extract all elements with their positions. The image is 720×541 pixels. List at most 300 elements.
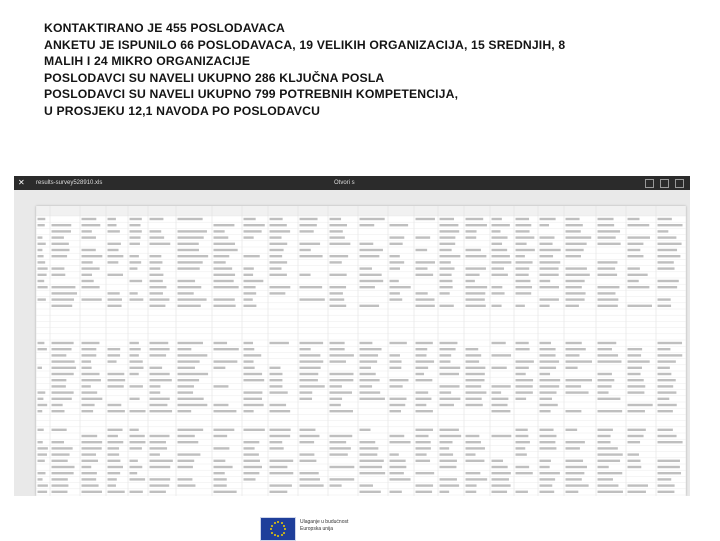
cell-text-mark — [540, 342, 552, 344]
cell-text-mark — [598, 435, 611, 437]
cell-text-mark — [300, 460, 317, 462]
cell-text-mark — [300, 484, 324, 486]
cell-text-mark — [38, 342, 45, 344]
cell-text-mark — [390, 255, 400, 257]
cell-text-mark — [492, 391, 502, 393]
cell-text-mark — [658, 435, 677, 437]
cell-text-mark — [270, 429, 291, 431]
cell-text-mark — [466, 255, 487, 257]
cell-text-mark — [130, 342, 139, 344]
cell-text-mark — [360, 379, 380, 381]
cell-text-mark — [598, 305, 618, 307]
cell-text-mark — [214, 410, 237, 412]
cell-text-mark — [658, 472, 682, 474]
cell-text-mark — [390, 243, 403, 245]
cell-text-mark — [82, 354, 97, 356]
cell-text-mark — [416, 379, 433, 381]
cell-text-mark — [300, 218, 318, 220]
cell-text-mark — [214, 466, 233, 468]
cell-text-mark — [390, 267, 400, 269]
cell-text-mark — [440, 447, 450, 449]
open-with-button[interactable]: Otvori s — [334, 180, 355, 186]
cell-text-mark — [540, 410, 551, 412]
cell-text-mark — [492, 243, 503, 245]
cell-text-mark — [540, 243, 553, 245]
cell-text-mark — [598, 348, 612, 350]
cell-text-mark — [150, 267, 161, 269]
cell-text-mark — [130, 236, 141, 238]
cell-text-mark — [492, 305, 502, 307]
cell-text-mark — [516, 255, 525, 257]
cell-text-mark — [270, 267, 282, 269]
cell-text-mark — [598, 478, 613, 480]
cell-text-mark — [466, 348, 479, 350]
cell-text-mark — [516, 429, 528, 431]
cell-text-mark — [540, 280, 551, 282]
cell-text-mark — [466, 460, 485, 462]
star-icon — [274, 534, 276, 536]
cell-text-mark — [178, 435, 195, 437]
cell-text-mark — [38, 441, 43, 443]
cell-text-mark — [38, 280, 45, 282]
eu-caption-line-1: Ulaganje u budućnost — [300, 519, 349, 525]
cell-text-mark — [150, 342, 169, 344]
toolbar-icons — [645, 179, 684, 188]
cell-text-mark — [244, 218, 256, 220]
cell-text-mark — [150, 354, 167, 356]
cell-text-mark — [244, 429, 265, 431]
cell-text-mark — [38, 429, 44, 431]
cell-text-mark — [300, 398, 313, 400]
eu-caption-line-2: Europska unija — [300, 526, 334, 532]
cell-text-mark — [390, 280, 399, 282]
cell-text-mark — [566, 342, 582, 344]
cell-text-mark — [390, 478, 411, 480]
cell-text-mark — [360, 466, 383, 468]
cell-text-mark — [214, 298, 235, 300]
cell-text-mark — [130, 230, 142, 232]
cell-text-mark — [658, 298, 671, 300]
cell-text-mark — [244, 286, 256, 288]
cell-text-mark — [598, 429, 613, 431]
cell-text-mark — [270, 243, 288, 245]
cell-text-mark — [440, 360, 451, 362]
cell-text-mark — [300, 391, 313, 393]
cell-text-mark — [52, 224, 72, 226]
star-icon — [281, 522, 283, 524]
cell-text-mark — [300, 286, 323, 288]
cell-text-mark — [360, 460, 384, 462]
cell-text-mark — [244, 230, 262, 232]
cell-text-mark — [598, 379, 615, 381]
cell-text-mark — [516, 348, 530, 350]
cell-text-mark — [130, 472, 138, 474]
cell-text-mark — [540, 348, 556, 350]
cell-text-mark — [178, 453, 201, 455]
cell-text-mark — [330, 404, 341, 406]
cell-text-mark — [130, 224, 141, 226]
cell-text-mark — [360, 354, 379, 356]
cell-text-mark — [82, 379, 101, 381]
download-icon[interactable] — [660, 179, 669, 188]
cell-text-mark — [330, 342, 345, 344]
cell-text-mark — [416, 218, 435, 220]
cell-text-mark — [628, 466, 642, 468]
cell-text-mark — [540, 447, 557, 449]
cell-text-mark — [82, 373, 100, 375]
cell-text-mark — [82, 453, 97, 455]
cell-text-mark — [244, 305, 257, 307]
cell-text-mark — [300, 367, 321, 369]
cell-text-mark — [82, 460, 99, 462]
cell-text-mark — [130, 441, 146, 443]
cell-text-mark — [492, 478, 509, 480]
cell-text-mark — [628, 460, 641, 462]
cell-text-mark — [108, 230, 120, 232]
cell-text-mark — [130, 447, 142, 449]
cell-text-mark — [38, 249, 43, 251]
cell-text-mark — [492, 230, 501, 232]
cell-text-mark — [540, 274, 559, 276]
cell-text-mark — [150, 230, 162, 232]
cell-text-mark — [150, 305, 166, 307]
cell-text-mark — [416, 267, 428, 269]
cell-text-mark — [330, 224, 347, 226]
cell-text-mark — [300, 348, 311, 350]
cell-text-mark — [108, 348, 121, 350]
cell-text-mark — [416, 236, 431, 238]
cell-text-mark — [150, 435, 170, 437]
cell-text-mark — [628, 484, 648, 486]
cell-text-mark — [416, 342, 433, 344]
cell-text-mark — [390, 385, 403, 387]
cell-text-mark — [360, 267, 372, 269]
cell-text-mark — [52, 354, 67, 356]
cell-text-mark — [244, 398, 263, 400]
cell-text-mark — [178, 354, 208, 356]
cell-text-mark — [566, 478, 582, 480]
cell-text-mark — [150, 385, 161, 387]
cell-text-mark — [440, 224, 459, 226]
cell-text-mark — [130, 410, 146, 412]
cell-text-mark — [52, 478, 68, 480]
cell-text-mark — [540, 398, 552, 400]
cell-text-mark — [82, 348, 97, 350]
cell-text-mark — [150, 441, 166, 443]
cell-text-mark — [390, 460, 406, 462]
cell-text-mark — [628, 236, 650, 238]
cell-text-mark — [300, 342, 324, 344]
cell-text-mark — [52, 305, 73, 307]
cell-text-mark — [566, 360, 593, 362]
cell-text-mark — [150, 484, 170, 486]
cell-text-mark — [540, 286, 560, 288]
cell-text-mark — [566, 441, 585, 443]
eu-flag-icon — [260, 517, 296, 541]
cell-text-mark — [270, 391, 288, 393]
cell-text-mark — [628, 385, 646, 387]
cell-text-mark — [82, 398, 103, 400]
cell-text-mark — [516, 472, 533, 474]
cell-text-mark — [598, 292, 616, 294]
cell-text-mark — [658, 367, 670, 369]
cell-text-mark — [300, 478, 320, 480]
cell-text-mark — [130, 373, 139, 375]
cell-text-mark — [492, 267, 505, 269]
cell-text-mark — [440, 404, 454, 406]
cell-text-mark — [82, 491, 103, 493]
cell-text-mark — [130, 243, 140, 245]
cell-text-mark — [214, 243, 236, 245]
cell-text-mark — [440, 478, 457, 480]
cell-text-mark — [466, 398, 482, 400]
cell-text-mark — [244, 255, 260, 257]
sheet-header-band — [36, 206, 686, 216]
cell-text-mark — [516, 453, 527, 455]
cell-text-mark — [178, 379, 200, 381]
cell-text-mark — [82, 435, 98, 437]
cell-text-mark — [360, 472, 386, 474]
cell-text-mark — [628, 360, 650, 362]
headline-line-5: POSLODAVCI SU NAVELI UKUPNO 799 POTREBNIH KOMPETENCIJA, — [44, 87, 459, 101]
cell-text-mark — [466, 236, 477, 238]
cell-text-mark — [566, 484, 589, 486]
cell-text-mark — [416, 410, 433, 412]
cell-text-mark — [330, 391, 353, 393]
cell-text-mark — [516, 441, 530, 443]
more-icon[interactable] — [675, 179, 684, 188]
cell-text-mark — [330, 373, 354, 375]
cell-text-mark — [566, 286, 582, 288]
cell-text-mark — [440, 267, 455, 269]
cell-text-mark — [390, 466, 407, 468]
cell-text-mark — [466, 274, 480, 276]
cell-text-mark — [38, 367, 42, 369]
cell-text-mark — [658, 305, 672, 307]
cell-text-mark — [540, 373, 551, 375]
cell-text-mark — [566, 367, 578, 369]
cell-text-mark — [178, 391, 194, 393]
star-icon — [283, 532, 285, 534]
cell-text-mark — [52, 379, 67, 381]
slide-headline — [44, 20, 704, 119]
cell-text-mark — [540, 429, 554, 431]
cell-text-mark — [38, 236, 43, 238]
cell-text-mark — [540, 491, 555, 493]
cell-text-mark — [38, 447, 48, 449]
cell-text-mark — [270, 466, 288, 468]
cell-text-mark — [466, 484, 477, 486]
cell-text-mark — [628, 379, 644, 381]
cell-text-mark — [178, 385, 194, 387]
cell-text-mark — [178, 292, 194, 294]
cell-text-mark — [244, 472, 260, 474]
cell-text-mark — [244, 224, 265, 226]
cell-text-mark — [440, 391, 452, 393]
cell-text-mark — [82, 447, 102, 449]
cell-text-mark — [300, 230, 314, 232]
cell-text-mark — [244, 342, 254, 344]
cell-text-mark — [108, 478, 117, 480]
cell-text-mark — [566, 292, 586, 294]
cell-text-mark — [270, 249, 284, 251]
cell-text-mark — [416, 360, 435, 362]
cell-text-mark — [330, 360, 346, 362]
cell-text-mark — [178, 460, 195, 462]
cell-text-mark — [330, 292, 343, 294]
cell-text-mark — [360, 280, 384, 282]
cell-text-mark — [52, 360, 75, 362]
cell-text-mark — [492, 224, 510, 226]
cell-text-mark — [52, 230, 71, 232]
cell-text-mark — [466, 435, 480, 437]
cell-text-mark — [492, 292, 505, 294]
cell-text-mark — [108, 453, 120, 455]
cell-text-mark — [566, 348, 586, 350]
cell-text-mark — [598, 354, 619, 356]
cell-text-mark — [178, 255, 209, 257]
cell-text-mark — [270, 236, 282, 238]
cell-text-mark — [178, 261, 203, 263]
cell-text-mark — [466, 367, 486, 369]
cell-text-mark — [466, 267, 486, 269]
cell-text-mark — [516, 373, 526, 375]
cell-text-mark — [416, 441, 431, 443]
cell-text-mark — [466, 292, 486, 294]
cell-text-mark — [270, 447, 284, 449]
cell-text-mark — [52, 267, 65, 269]
cell-text-mark — [540, 224, 550, 226]
cell-text-mark — [360, 360, 378, 362]
cell-text-mark — [108, 385, 124, 387]
cell-text-mark — [130, 478, 146, 480]
cell-text-mark — [214, 255, 230, 257]
cell-text-mark — [492, 274, 508, 276]
cell-text-mark — [466, 280, 475, 282]
star-icon — [270, 528, 272, 530]
cell-text-mark — [628, 274, 648, 276]
headline-line-3: MALIH I 24 MIKRO ORGANIZACIJE — [44, 54, 251, 68]
cell-text-mark — [360, 453, 378, 455]
cell-text-mark — [178, 286, 202, 288]
cell-text-mark — [566, 255, 581, 257]
cell-text-mark — [108, 292, 120, 294]
cell-text-mark — [440, 354, 452, 356]
cell-text-mark — [416, 354, 427, 356]
cell-text-mark — [466, 447, 485, 449]
cell-text-mark — [658, 286, 678, 288]
cell-text-mark — [52, 249, 70, 251]
cell-text-mark — [330, 379, 354, 381]
cell-text-mark — [330, 441, 347, 443]
cell-text-mark — [492, 491, 508, 493]
cell-text-mark — [52, 236, 64, 238]
cell-text-mark — [390, 410, 401, 412]
cell-text-mark — [214, 460, 226, 462]
cell-text-mark — [516, 342, 529, 344]
cell-text-mark — [82, 224, 101, 226]
star-icon — [283, 525, 285, 527]
cell-text-mark — [300, 472, 319, 474]
cell-text-mark — [270, 385, 283, 387]
cell-text-mark — [150, 491, 166, 493]
cell-text-mark — [566, 243, 587, 245]
cell-text-mark — [244, 466, 262, 468]
cell-text-mark — [82, 230, 92, 232]
cell-text-mark — [440, 230, 460, 232]
cell-text-mark — [598, 373, 612, 375]
print-icon[interactable] — [645, 179, 654, 188]
cell-text-mark — [492, 466, 508, 468]
cell-text-mark — [108, 466, 123, 468]
cell-text-mark — [52, 491, 68, 493]
cell-text-mark — [598, 466, 609, 468]
cell-text-mark — [82, 274, 93, 276]
cell-text-mark — [566, 274, 590, 276]
cell-text-mark — [270, 491, 288, 493]
cell-text-mark — [108, 373, 125, 375]
cell-text-mark — [52, 286, 76, 288]
cell-text-mark — [516, 360, 534, 362]
cell-text-mark — [330, 261, 342, 263]
cell-text-mark — [566, 224, 583, 226]
cell-text-mark — [466, 441, 481, 443]
cell-text-mark — [658, 280, 679, 282]
cell-text-mark — [516, 261, 533, 263]
cell-text-mark — [598, 274, 618, 276]
cell-text-mark — [244, 379, 265, 381]
cell-text-mark — [658, 249, 678, 251]
cell-text-mark — [82, 385, 91, 387]
cell-text-mark — [658, 236, 677, 238]
cell-text-mark — [540, 484, 553, 486]
close-icon[interactable]: ✕ — [18, 178, 25, 187]
cell-text-mark — [566, 447, 580, 449]
cell-text-mark — [566, 236, 592, 238]
cell-text-mark — [540, 404, 558, 406]
cell-text-mark — [330, 348, 345, 350]
cell-text-mark — [52, 342, 74, 344]
cell-text-mark — [300, 274, 311, 276]
cell-text-mark — [270, 255, 283, 257]
cell-text-mark — [416, 391, 429, 393]
cell-text-mark — [82, 391, 98, 393]
cell-text-mark — [244, 267, 254, 269]
cell-text-mark — [244, 348, 255, 350]
cell-text-mark — [516, 218, 530, 220]
cell-text-mark — [330, 410, 353, 412]
cell-text-mark — [108, 261, 119, 263]
cell-text-mark — [540, 236, 555, 238]
cell-text-mark — [330, 230, 343, 232]
cell-text-mark — [150, 453, 160, 455]
cell-text-mark — [566, 429, 578, 431]
cell-text-mark — [38, 410, 43, 412]
cell-text-mark — [178, 410, 192, 412]
cell-text-mark — [466, 373, 485, 375]
cell-text-mark — [178, 249, 199, 251]
cell-text-mark — [492, 484, 511, 486]
cell-text-mark — [440, 261, 451, 263]
cell-text-mark — [466, 218, 484, 220]
cell-text-mark — [300, 429, 316, 431]
cell-text-mark — [516, 243, 527, 245]
cell-text-mark — [244, 460, 260, 462]
cell-text-mark — [270, 367, 281, 369]
cell-text-mark — [330, 255, 349, 257]
cell-text-mark — [360, 286, 375, 288]
cell-text-mark — [330, 484, 342, 486]
